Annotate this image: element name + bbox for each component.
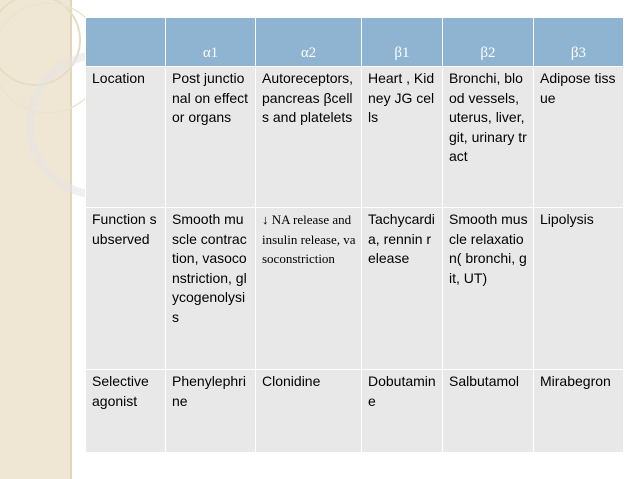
header-beta1: β1 [362, 18, 443, 67]
cell-beta2-location: Bronchi, blood vessels, uterus, liver, git, urinary tract [443, 67, 534, 208]
cell-alpha2-location: Autoreceptors, pancreas βcells and platelets [256, 67, 362, 208]
header-beta2: β2 [443, 18, 534, 67]
cell-beta3-agonist: Mirabegron [534, 370, 624, 453]
row-label-function: Function subserved [86, 208, 166, 370]
cell-beta3-function: Lipolysis [534, 208, 624, 370]
header-beta3: β3 [534, 18, 624, 67]
cell-alpha2-agonist: Clonidine [256, 370, 362, 453]
cell-alpha1-location: Post junctional on effector organs [166, 67, 256, 208]
adrenergic-receptor-table [85, 17, 624, 453]
cell-beta1-function: Tachycardia, rennin release [362, 208, 443, 370]
cell-beta2-function: Smooth muscle relaxation( bronchi, git, UT) [443, 208, 534, 370]
cell-alpha1-agonist: Phenylephrine [166, 370, 256, 453]
cell-beta1-location: Heart , Kidney JG cells [362, 67, 443, 208]
table-row [86, 208, 624, 370]
row-label-agonist: Selective agonist [86, 370, 166, 453]
table-row [86, 67, 624, 208]
cell-alpha1-function: Smooth muscle contraction, vasoconstriction, glycogenolysis [166, 208, 256, 370]
cell-beta1-agonist: Dobutamine [362, 370, 443, 453]
cell-alpha2-function: ↓ NA release and insulin release, vasoconstriction [256, 208, 362, 370]
cell-beta3-location: Adipose tissue [534, 67, 624, 208]
header-alpha1: α1 [166, 18, 256, 67]
table-row [86, 370, 624, 453]
cell-beta2-agonist: Salbutamol [443, 370, 534, 453]
header-corner [86, 18, 166, 67]
row-label-location: Location [86, 67, 166, 208]
header-alpha2: α2 [256, 18, 362, 67]
header-row [86, 18, 624, 67]
